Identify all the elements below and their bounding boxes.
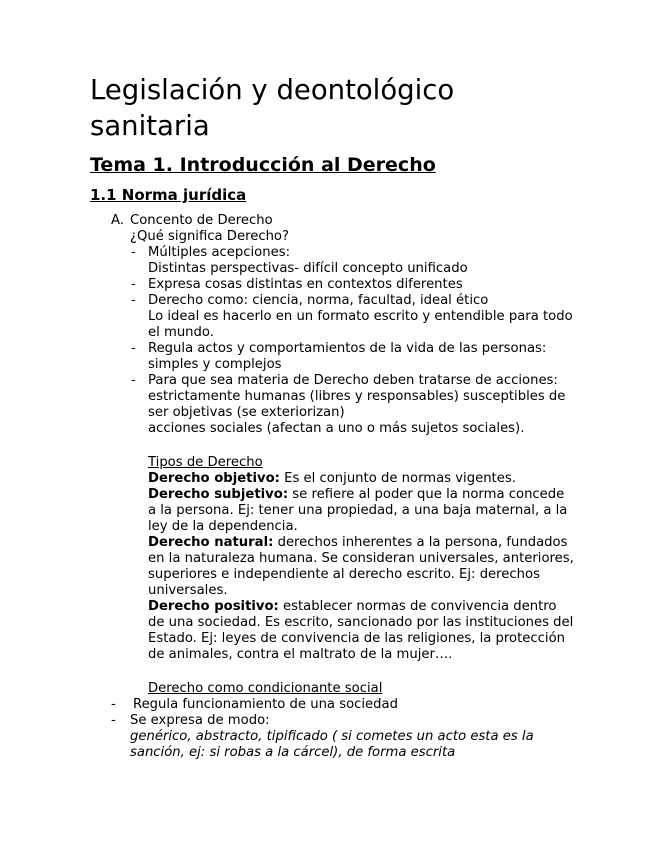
bullet-dash: - — [131, 277, 136, 292]
bullet-5-line-4: acciones sociales (afectan a uno o más sujetos sociales). — [148, 421, 525, 436]
natural-line-3: superiores e independiente al derecho escrito. Ej: derechos — [148, 567, 540, 582]
natural-term: Derecho natural: — [148, 535, 274, 550]
tema-heading: Tema 1. Introducción al Derecho — [90, 154, 436, 176]
natural-line-2: en la naturaleza humana. Se consideran universales, anteriores, — [148, 551, 574, 566]
positivo-line-4: de animales, contra el maltrato de la mujer…. — [148, 647, 453, 662]
condicionante-item-1: Regula funcionamiento de una sociedad — [133, 697, 398, 712]
objetivo-line-1 — [148, 471, 516, 487]
tipos-heading: Tipos de Derecho — [148, 455, 263, 470]
bullet-3-line-2: Lo ideal es hacerlo en un formato escrito y entendible para todo — [148, 309, 573, 324]
question-line: ¿Qué significa Derecho? — [130, 229, 289, 244]
bullet-4-line-1: Regula actos y comportamientos de la vida de las personas: — [148, 341, 547, 356]
bullet-dash: - — [111, 697, 116, 712]
page-title — [90, 72, 454, 144]
subjetivo-line-3: ley de la dependencia. — [148, 519, 298, 534]
bullet-5-line-1: Para que sea materia de Derecho deben tratarse de acciones: — [148, 373, 558, 388]
title-line-1: Legislación y deontológico — [90, 74, 455, 106]
bullet-1-line-1: Múltiples acepciones: — [148, 245, 291, 260]
bullet-4-line-2: simples y complejos — [148, 357, 282, 372]
subjetivo-line-1 — [148, 487, 564, 503]
bullet-1-line-2: Distintas perspectivas- difícil concepto unificado — [148, 261, 468, 276]
list-marker-a: A. — [111, 213, 124, 228]
condicionante-heading: Derecho como condicionante social — [148, 681, 383, 696]
condicionante-italic-line-2: sanción, ej: si robas a la cárcel), de forma escrita — [130, 745, 456, 760]
positivo-line-2: de una sociedad. Es escrito, sancionado por las instituciones del — [148, 615, 574, 630]
subjetivo-term: Derecho subjetivo: — [148, 487, 289, 502]
positivo-term: Derecho positivo: — [148, 599, 279, 614]
bullet-5-line-3: ser objetivas (se exteriorizan) — [148, 405, 345, 420]
a-heading: Concento de Derecho — [130, 213, 273, 228]
condicionante-item-2: Se expresa de modo: — [130, 713, 270, 728]
positivo-line-1 — [148, 599, 557, 615]
title-line-2: sanitaria — [90, 110, 210, 142]
bullet-2-line-1: Expresa cosas distintas en contextos diferentes — [148, 277, 463, 292]
objetivo-term: Derecho objetivo: — [148, 471, 280, 486]
bullet-dash: - — [131, 341, 136, 356]
subjetivo-text: se refiere al poder que la norma concede — [288, 487, 565, 502]
bullet-dash: - — [131, 293, 136, 308]
positivo-text: establecer normas de convivencia dentro — [278, 599, 557, 614]
objetivo-text: Es el conjunto de normas vigentes. — [279, 471, 516, 486]
condicionante-italic-line-1: genérico, abstracto, tipificado ( si cometes un acto esta es la — [130, 729, 534, 744]
subjetivo-line-2: a la persona. Ej: tener una propiedad, a una baja maternal, a la — [148, 503, 568, 518]
bullet-dash: - — [131, 373, 136, 388]
bullet-dash: - — [131, 245, 136, 260]
natural-line-4: universales. — [148, 583, 228, 598]
bullet-3-line-3: el mundo. — [148, 325, 214, 340]
section-heading: 1.1 Norma jurídica — [90, 186, 247, 204]
natural-line-1 — [148, 535, 567, 551]
natural-text: derechos inherentes a la persona, fundados — [273, 535, 568, 550]
bullet-3-line-1: Derecho como: ciencia, norma, facultad, ideal ético — [148, 293, 489, 308]
bullet-5-line-2: estrictamente humanas (libres y responsables) susceptibles de — [148, 389, 566, 404]
positivo-line-3: Estado. Ej: leyes de convivencia de las religiones, la protección — [148, 631, 565, 646]
bullet-dash: - — [111, 713, 116, 728]
